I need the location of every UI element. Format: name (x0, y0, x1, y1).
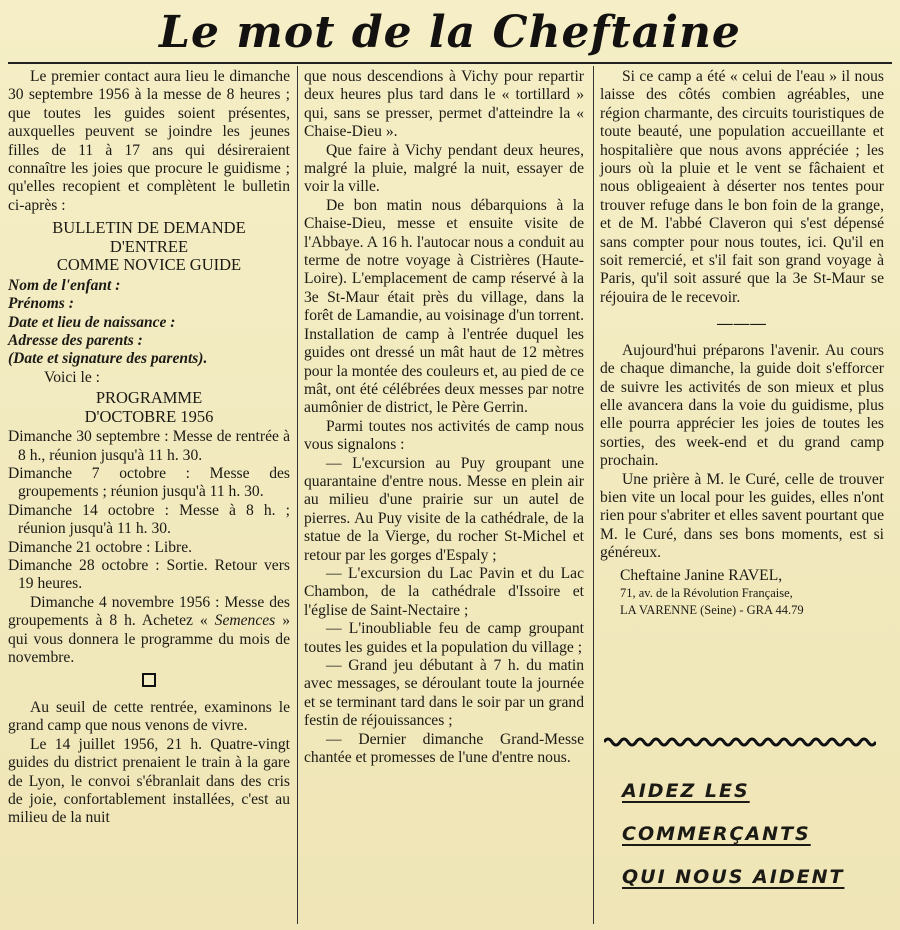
ad-line (622, 770, 872, 813)
column-divider-2 (593, 66, 594, 924)
schedule-list (8, 428, 290, 667)
schedule-item: Dimanche 28 octobre : Sortie. Retour vers 19 heures. (8, 557, 290, 593)
signature-block (600, 567, 884, 619)
schedule-item: Dimanche 14 octobre : Messe à 8 h. ; réunion jusqu'à 11 h. 30. (8, 501, 290, 538)
schedule-item-november (8, 594, 290, 668)
bulletin-heading-line: BULLETIN DE DEMANDE (52, 218, 246, 238)
bulletin-heading-line: COMME NOVICE GUIDE (56, 255, 242, 275)
bulletin-heading-line: D'ENTREE (109, 236, 189, 256)
november-text: » qui vous donnera le programme du mois de novembre. (8, 612, 290, 667)
activity-item: — Grand jeu débutant à 7 h. du matin avec messages, se déroulant toute la journée et se terminant tard dans le soir par un grand festin de réjouissances ; (304, 657, 584, 730)
col3-paragraph: Si ce camp a été « celui de l'eau » il nous laisse des côtés combien agréables, une région charmante, des circuits touristiques de toute beauté, une population accueillante et hospitalière que nous avons appréciée ; les jours où la pluie et le vent se fâchaient et nous obligeaient à déserter nos tentes pour trouver refuge dans le bon foin de la grange, et de M. l'abbé Claveron qui s'est dépensé sans compter pour nous toutes, ici. Qu'il en soit remercié, et s'il fait son grand voyage à Paris, qu'il soit assuré que la 3e St-Maur se réjouira de le recevoir. (600, 68, 884, 306)
activity-item: — L'excursion au Puy groupant une quarantaine d'entre nous. Messe en plein air au milieu d'une prairie sur un autel de pierres. Au Puy visite de la cathédrale, de la statue de la Vierge, du rocher St-Michel et retour par les gorges d'Espaly ; (304, 454, 584, 564)
title-rule (8, 62, 892, 64)
square-separator (8, 673, 290, 692)
ad-line-text: QUI NOUS AIDENT (622, 866, 845, 888)
voici-line: Voici le : (44, 368, 101, 386)
november-text: Dimanche 4 novembre 1956 : Messe des groupements à 8 h. Achetez « (8, 593, 290, 630)
ad-line (622, 856, 872, 899)
col2-paragraph: De bon matin nous débarquions à la Chaise-Dieu, messe et ensuite visite de l'Abbaye. A 16 h. l'autocar nous a conduit au terme de notre voyage à Cistrières (Haute-Loire). L'emplacement de camp réservé à la 3e St-Maur était près du village, dans la forêt de Lamandie, au voisinage d'un torrent. Installation de camp à l'entrée duquel les guides ont dressé un mât haut de 12 mètres pour la montée des couleurs et, au pied de ce mât, ont été célébrées deux messes par notre aumônier de district, le Père Gerrin. (304, 196, 584, 417)
square-ornament-icon (142, 673, 156, 687)
wavy-rule (604, 736, 876, 748)
col2-paragraph: que nous descendions à Vichy pour repartir deux heures plus tard dans le « tortillard » qui, sans se presser, permet d'atteindre la « Chaise-Dieu ». (304, 68, 584, 141)
signature-address: 71, av. de la Révolution Française, (620, 585, 793, 600)
schedule-item: Dimanche 30 septembre : Messe de rentrée à 8 h., réunion jusqu'à 11 h. 30. (8, 428, 290, 464)
page-title: Le mot de la Cheftaine (159, 7, 741, 58)
activity-item: — L'inoubliable feu de camp groupant toutes les guides et la population du village ; (304, 620, 584, 656)
col2-paragraph: Parmi toutes nos activités de camp nous vous signalons : (304, 417, 584, 454)
signature-address: LA VARENNE (Seine) - GRA 44.79 (620, 602, 804, 617)
semences-title: Semences (214, 612, 276, 630)
ad-line-text: AIDEZ LES (622, 780, 750, 802)
bulletin-heading (8, 219, 290, 275)
form-field: Date et lieu de naissance : (8, 313, 176, 331)
form-field: Prénoms : (8, 295, 74, 313)
ad-line (622, 813, 872, 856)
form-field: Nom de l'enfant : (8, 276, 121, 294)
form-field: Adresse des parents : (8, 331, 143, 349)
programme-heading-line: PROGRAMME (95, 388, 203, 408)
schedule-item: Dimanche 21 octobre : Libre. (8, 538, 193, 556)
juillet-paragraph: Le 14 juillet 1956, 21 h. Quatre-vingt guides du district prenaient le train à la gare de Lyon, le convoi s'ébranlait dans des cris de joie, confortablement installées, c'est au milieu de la nuit (8, 735, 290, 827)
col3-paragraph: Aujourd'hui préparons l'avenir. Au cours de chaque dimanche, la guide doit s'efforcer de suivre les activités de son mieux et plus elle avancera dans la voie du guidisme, plus elle pourra apprécier les joies de toutes les sorties, des week-end et du grand camp prochain. (600, 341, 884, 470)
programme-heading (8, 389, 290, 426)
programme-heading-line: D'OCTOBRE 1956 (84, 406, 214, 426)
dash-separator: ——— (717, 315, 767, 333)
column-1 (8, 68, 290, 924)
ad-line-text: COMMERÇANTS (622, 823, 811, 845)
activity-item: — Dernier dimanche Grand-Messe chantée et promesses de l'une d'entre nous. (304, 730, 584, 767)
activity-item: — L'excursion du Lac Pavin et du Lac Chambon, de la cathédrale d'Issoire et l'église de Saint-Nectaire ; (304, 564, 584, 619)
col3-paragraph: Une prière à M. le Curé, celle de trouver bien vite un local pour les guides, elles n'ont rien pour s'abriter et elles savent pourtant que M. le Curé, dans ses bons moments, est si généreux. (600, 470, 884, 562)
advertisement-box (622, 770, 872, 899)
schedule-item: Dimanche 7 octobre : Messe des groupements ; réunion jusqu'à 11 h. 30. (8, 465, 290, 501)
column-divider-1 (297, 66, 298, 924)
intro-paragraph: Le premier contact aura lieu le dimanche 30 septembre 1956 à la messe de 8 heures ; que toutes les guides soient présentes, auxquelles peuvent se joindre les jeunes filles de 11 à 17 ans qui désireraient connaître les joies que procure le guidisme ; qu'elles recopient et complètent le bulletin ci-après : (8, 68, 290, 214)
form-note: (Date et signature des parents). (8, 350, 208, 368)
col2-paragraph: Que faire à Vichy pendant deux heures, malgré la pluie, malgré la nuit, essayer de voir la ville. (304, 141, 584, 196)
signature-name: Cheftaine Janine RAVEL, (620, 566, 783, 584)
column-2 (304, 68, 584, 924)
seuil-paragraph: Au seuil de cette rentrée, examinons le grand camp que nous venons de vivre. (8, 698, 290, 735)
bulletin-form (8, 277, 290, 369)
